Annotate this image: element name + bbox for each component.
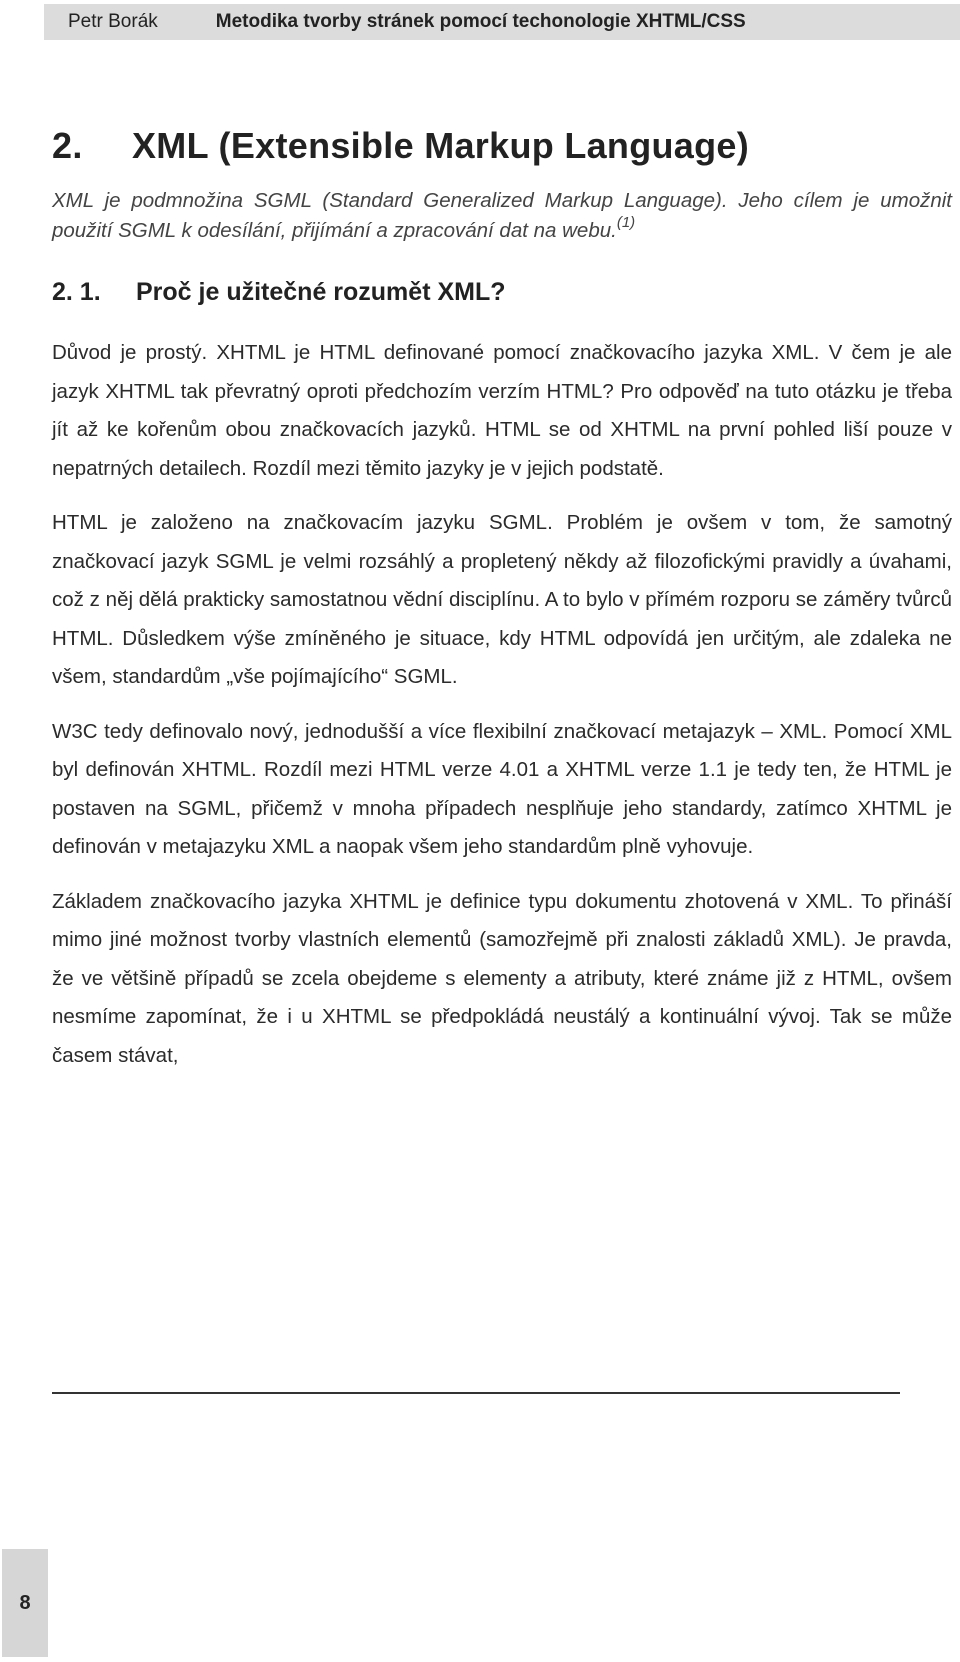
footnote-ref[interactable]: (1)	[616, 214, 636, 231]
section-heading	[52, 118, 952, 174]
subsection-heading	[52, 274, 952, 310]
subsection-title: Proč je užitečné rozumět XML?	[136, 278, 506, 306]
paragraph: Základem značkovacího jazyka XHTML je definice typu dokumentu zhotovená v XML. To přináší mimo jiné možnost tvorby vlastních elementů (samozřejmě při znalosti základů XML). Je pravda, že ve většině případů se zcela obejdeme s elementy a atributy, které známe již z HTML, ovšem nesmíme zapomínat, že i u XHTML se předpokládá neustálý a kontinuální vývoj. Tak se může časem stávat,	[52, 889, 952, 1067]
header-title: Metodika tvorby stránek pomocí techonologie XHTML/CSS	[215, 11, 746, 32]
paragraph: Důvod je prostý. XHTML je HTML definované pomocí značkovacího jazyka XML. V čem je ale jazyk XHTML tak převratný oproti předchozím verzím HTML? Pro odpověď na tuto otázku je třeba jít až ke kořenům obou značkovacích jazyků. HTML se od XHTML na první pohled liší pouze v nepatrných detailech. Rozdíl mezi těmito jazyky je v jejich podstatě.	[52, 341, 952, 480]
running-header	[44, 4, 960, 40]
section-number: 2.	[52, 125, 83, 166]
footnote-separator	[52, 1392, 900, 1394]
section-title: XML (Extensible Markup Language)	[132, 125, 750, 166]
section-intro	[52, 186, 952, 246]
page-number-text: 8	[19, 1591, 31, 1614]
paragraph: HTML je založeno na značkovacím jazyku SGML. Problém je ovšem v tom, že samotný značkovací jazyk SGML je velmi rozsáhlý a propletený někdy až filozofickými pravidly a úvahami, což z něj dělá prakticky samostatnou vědní disciplínu. A to bylo v přímém rozporu se záměry tvůrců HTML. Důsledkem výše zmíněného je situace, kdy HTML odpovídá jen určitým, ale zdaleka ne všem, standardům „vše pojímajícího“ SGML.	[52, 511, 952, 688]
paragraph: W3C tedy definovalo nový, jednodušší a více flexibilní značkovací metajazyk – XML. Pomocí XML byl definován XHTML. Rozdíl mezi HTML verze 4.01 a XHTML verze 1.1 je tedy ten, že HTML je postaven na SGML, přičemž v mnoha případech nesplňuje jeho standardy, zatímco XHTML je definován v metajazyku XML a naopak všem jeho standardům plně vyhovuje.	[52, 719, 952, 858]
page-content	[52, 118, 952, 1075]
header-author: Petr Borák	[68, 11, 158, 32]
subsection-number: 2. 1.	[52, 278, 101, 306]
page-number	[2, 1549, 48, 1657]
intro-text: XML je podmnožina SGML (Standard Generalized Markup Language). Jeho cílem je umožnit použití SGML k odesílání, přijímání a zpracování dat na webu.	[52, 189, 952, 242]
